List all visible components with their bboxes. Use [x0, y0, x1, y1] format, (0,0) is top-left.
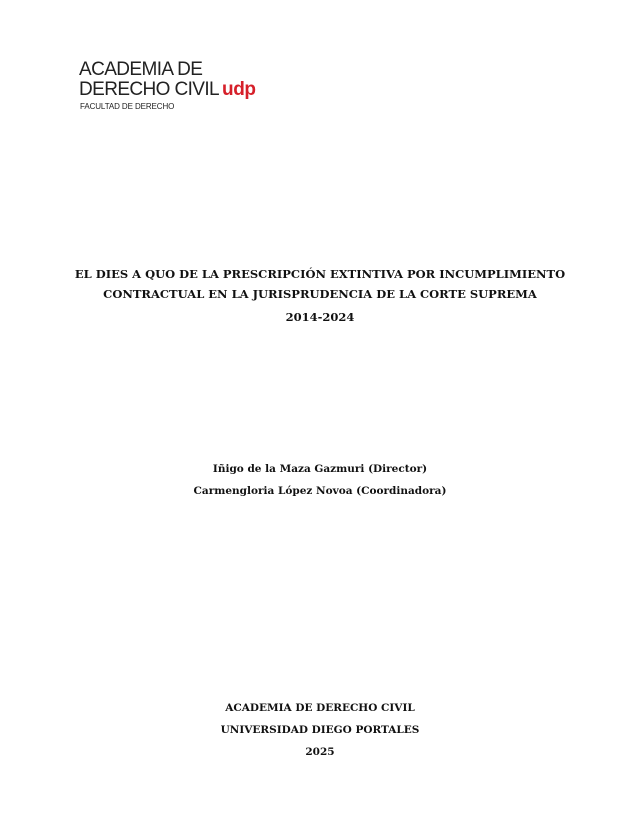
logo-line-academia: ACADEMIA DE: [79, 59, 203, 80]
logo-faculty-subtitle: FACULTAD DE DERECHO: [80, 102, 175, 111]
publisher-block: [0, 697, 640, 763]
title-years: 2014-2024: [285, 310, 355, 324]
publisher-academy: ACADEMIA DE DERECHO CIVIL: [225, 702, 415, 714]
publication-year: 2025: [305, 746, 335, 758]
author-director: Iñigo de la Maza Gazmuri (Director): [212, 463, 428, 475]
institution-logo: [79, 60, 279, 116]
author-coordinator: Carmengloria López Novoa (Coordinadora): [193, 485, 447, 497]
logo-line-derecho-civil: [79, 80, 256, 100]
authors-block: [0, 458, 640, 502]
title-line-1: EL DIES A QUO DE LA PRESCRIPCIÓN EXTINTIVA POR INCUMPLIMIENTO: [74, 267, 566, 281]
document-title: [0, 264, 640, 304]
logo-udp-mark: udp: [222, 79, 256, 100]
logo-text-derecho-civil: DERECHO CIVIL: [79, 79, 220, 100]
title-line-2: CONTRACTUAL EN LA JURISPRUDENCIA DE LA CORTE SUPREMA: [103, 287, 537, 301]
publisher-university: UNIVERSIDAD DIEGO PORTALES: [220, 724, 420, 736]
